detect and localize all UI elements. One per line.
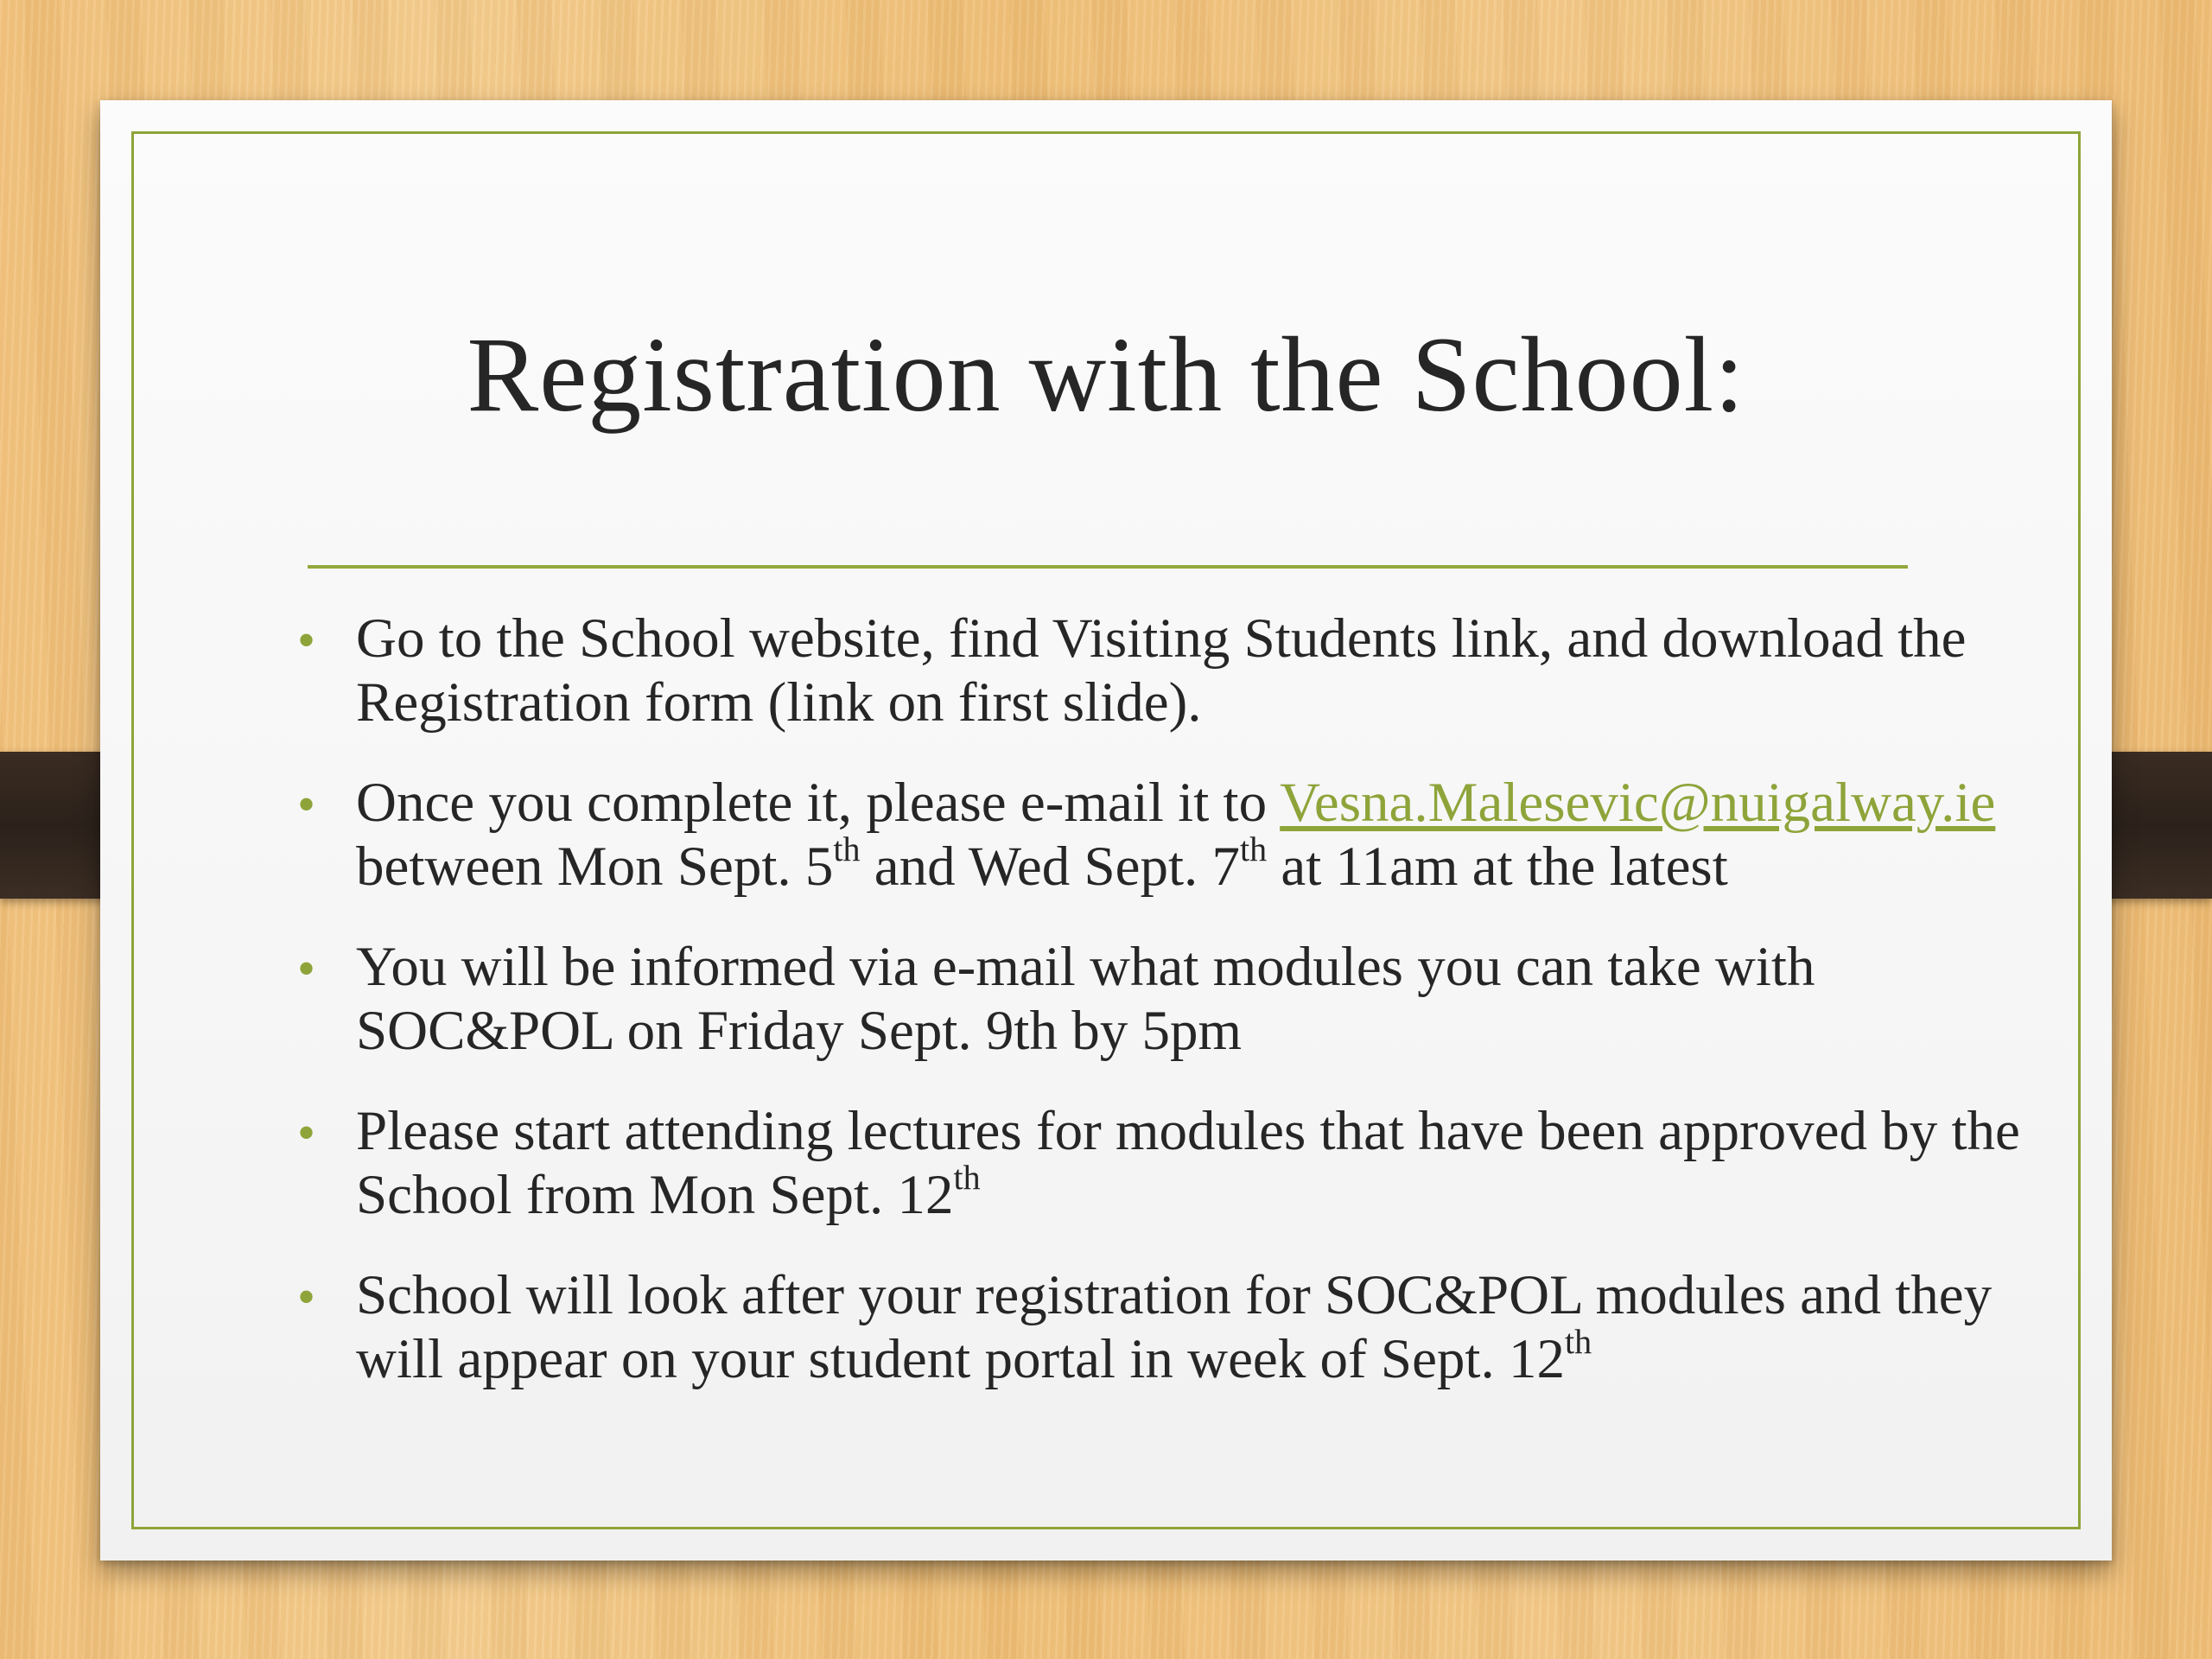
bullet-dot-icon: • (297, 940, 316, 997)
bullet-item-download-form (287, 607, 2058, 734)
bullet-dot-icon: • (297, 1268, 316, 1325)
bullet-text: Go to the School website, find Visiting Students link, and download the Registration form (link on first slide). (356, 607, 1967, 734)
title-divider (308, 565, 1908, 569)
bullet-dot-icon: • (297, 1104, 316, 1161)
ordinal-suffix: th (1565, 1322, 1592, 1361)
bullet-dot-icon: • (297, 612, 316, 669)
bullet-text: School will look after your registration for SOC&POL modules and they will appear on your student portal in week of Sept. 12 (356, 1264, 1993, 1390)
bullet-item-registration-portal (287, 1263, 2058, 1391)
email-link[interactable]: Vesna.Malesevic@nuigalway.ie (1280, 772, 1996, 834)
bullet-item-modules-info (287, 935, 2058, 1063)
slide-card (100, 100, 2112, 1560)
bullet-text: Once you complete it, please e-mail it to (356, 772, 1281, 834)
bullet-text: You will be informed via e-mail what modules you can take with SOC&POL on Friday Sept. 9th by 5pm (356, 936, 1815, 1062)
bullet-text-date-end: and Wed Sept. 7 (860, 836, 1241, 898)
bullet-text-date-start: between Mon Sept. 5 (356, 836, 834, 898)
bullet-text-deadline: at 11am at the latest (1267, 836, 1728, 898)
ordinal-suffix: th (833, 830, 861, 868)
bullet-item-email-form (287, 771, 2058, 899)
bullet-text: Please start attending lectures for modules that have been approved by the School from Mon Sept. 12 (356, 1100, 2020, 1226)
bullet-dot-icon: • (297, 776, 316, 833)
ordinal-suffix: th (1240, 830, 1268, 868)
slide-title: Registration with the School: (467, 315, 1745, 434)
bullet-list (287, 607, 2058, 1427)
ordinal-suffix: th (953, 1158, 981, 1197)
bullet-item-attend-lectures (287, 1099, 2058, 1227)
